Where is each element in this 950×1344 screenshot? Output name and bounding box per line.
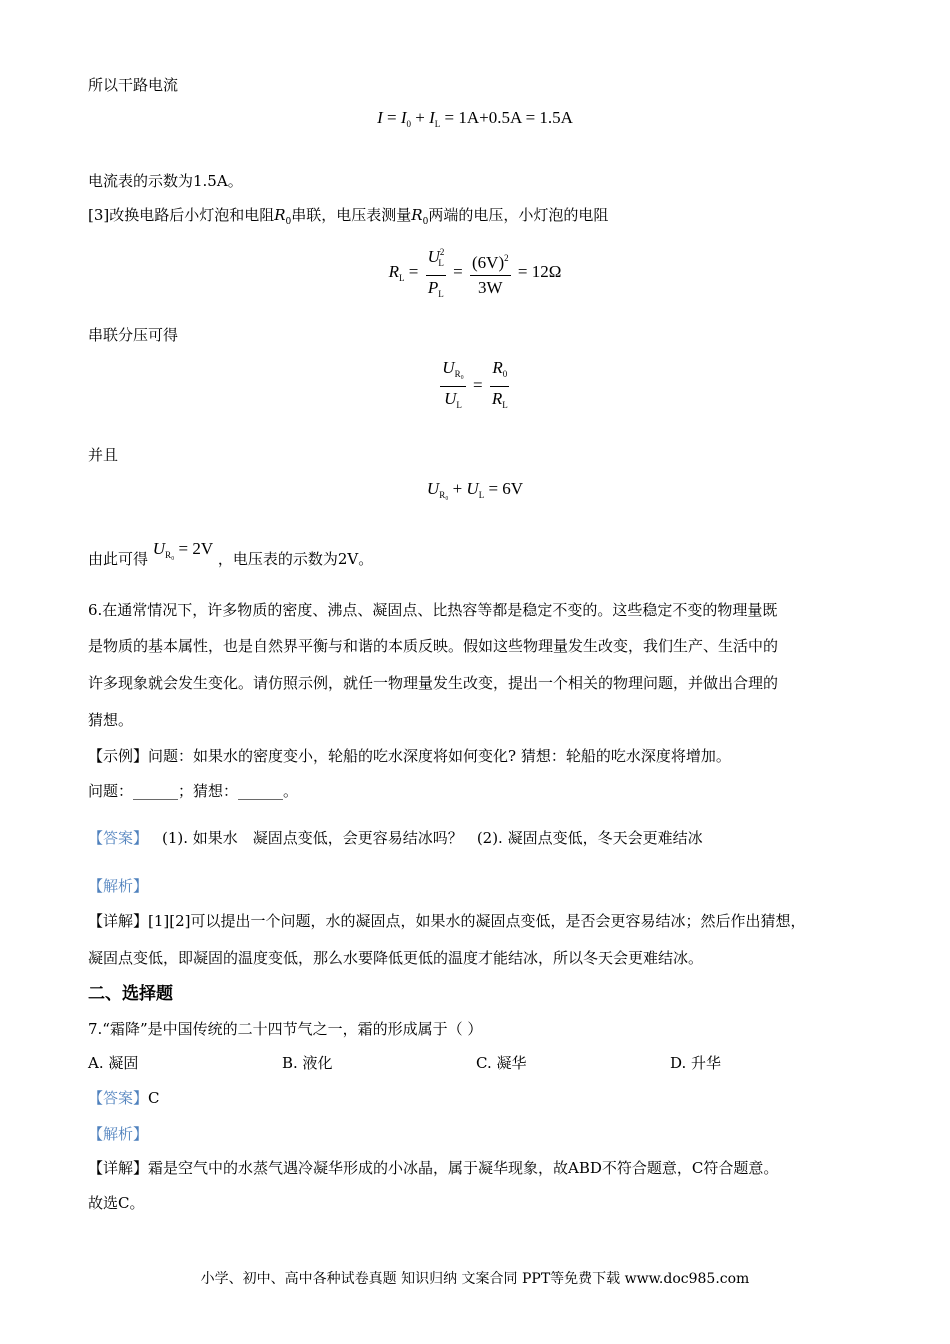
question-6-detail-2: 凝固点变低，即凝固的温度变低，那么水要降低更低的温度才能结冰，所以冬天会更难结冰。 <box>88 949 704 967</box>
equation-voltage-ratio: $\frac{U_{R_0}}{U_L}$ = $\frac{R_0}{R_L}$ <box>442 358 508 410</box>
equation-voltage-sum: $U_{R_0} + U_L = 6V$ <box>426 479 524 500</box>
option-d: D. 升华 <box>670 1054 722 1072</box>
section-heading-choice: 二、选择题 <box>88 984 173 1004</box>
text-line-divider: 串联分压可得 <box>88 326 179 344</box>
text-line-series: [3]改换电路后小灯泡和电阻$R_0$串联，电压表测量$R_0$两端的电压，小灯泡的电阻 <box>88 206 609 227</box>
text-line-ammeter: 电流表的示数为1.5A。 <box>88 172 243 190</box>
question-7-analysis-label: 【解析】 <box>88 1125 149 1143</box>
answer-label: 【答案】 <box>88 829 149 847</box>
question-7-detail-2: 故选C。 <box>88 1194 145 1212</box>
answer-label: 【答案】 <box>88 1089 149 1107</box>
question-6-line-1: 6.在通常情况下，许多物质的密度、沸点、凝固点、比热容等都是稳定不变的。这些稳定不变的物理量既 <box>88 601 778 619</box>
question-6-line-3: 许多现象就会发生变化。请仿照示例，就任一物理量发生改变，提出一个相关的物理问题，并做出合理的 <box>88 674 779 692</box>
option-c: C. 凝华 <box>476 1054 527 1072</box>
question-6-example: 【示例】问题：如果水的密度变小，轮船的吃水深度将如何变化? 猜想：轮船的吃水深度将增加。 <box>88 747 731 765</box>
question-6-analysis-label: 【解析】 <box>88 877 149 895</box>
option-b: B. 液化 <box>282 1054 333 1072</box>
text-line-and: 并且 <box>88 446 119 464</box>
question-6-line-4: 猜想。 <box>88 711 134 729</box>
question-6-detail-1: 【详解】[1][2]可以提出一个问题，水的凝固点，如果水的凝固点变低，是否会更容易结冰；然后作出猜想， <box>88 912 806 930</box>
text-line-current: 所以干路电流 <box>88 76 179 94</box>
question-6-blanks: 问题：______；猜想：______。 <box>88 782 299 800</box>
option-a: A. 凝固 <box>88 1054 139 1072</box>
question-6-answer: 【答案】 (1). 如果水 凝固点变低，会更容易结冰吗？ (2). 凝固点变低，冬天会更难结冰 <box>88 829 703 847</box>
equation-total-current: $I = I_0 + I_L = 1A+0.5A = 1.5A$ <box>377 108 573 129</box>
question-7-detail-1: 【详解】霜是空气中的水蒸气遇冷凝华形成的小冰晶，属于凝华现象，故ABD不符合题意，C符合题意。 <box>88 1159 779 1177</box>
question-7-answer: 【答案】C <box>88 1089 160 1107</box>
equation-lamp-resistance: $R_L$ = $\frac{U^2_L}{P_L}$ = $\frac{(6V)^2}{3W}$ = 12Ω <box>0 242 950 304</box>
question-7-stem: 7.“霜降”是中国传统的二十四节气之一，霜的形成属于（ ） <box>88 1020 483 1038</box>
text-line-conclusion: 由此可得 $U_{R_0} = 2V$ ，电压表的示数为2V。 <box>88 539 374 568</box>
page-footer: 小学、初中、高中各种试卷真题 知识归纳 文案合同 PPT等免费下载 www.doc985.com <box>200 1271 750 1287</box>
question-6-line-2: 是物质的基本属性，也是自然界平衡与和谐的本质反映。假如这些物理量发生改变，我们生产、生活中的 <box>88 637 779 655</box>
